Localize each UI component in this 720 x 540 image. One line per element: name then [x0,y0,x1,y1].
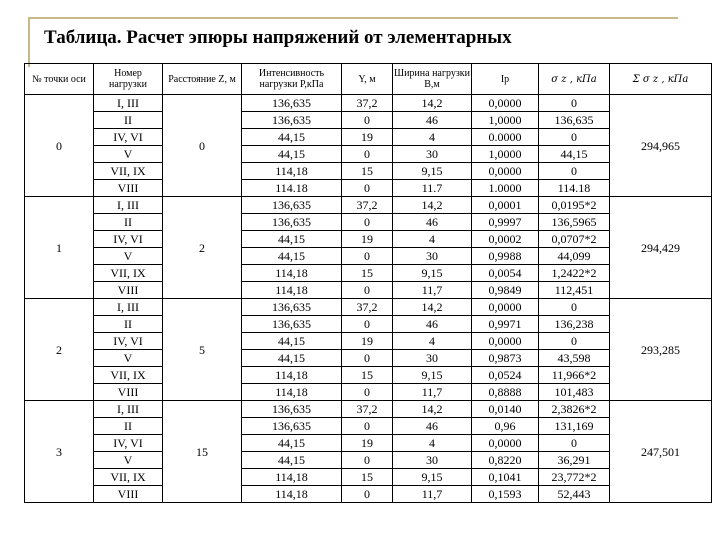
ip-cell: 0,9971 [472,316,539,333]
load-cell: VIII [94,384,163,401]
y-cell: 37,2 [342,197,393,214]
header-load-no: Номер нагрузки [94,64,163,95]
table-row [25,95,712,112]
table-row [25,146,712,163]
table-row [25,384,712,401]
load-cell: VII, IX [94,469,163,486]
intensity-cell: 136,635 [242,418,342,435]
sum-cell: 294,965 [610,95,712,197]
load-cell: VII, IX [94,367,163,384]
load-cell: VIII [94,180,163,197]
ip-cell: 1,0000 [472,146,539,163]
ip-cell: 0,9988 [472,248,539,265]
distance-cell: 5 [163,299,242,401]
sigma-cell: 44,099 [539,248,610,265]
table-row [25,469,712,486]
sigma-cell: 101,483 [539,384,610,401]
intensity-cell: 136,635 [242,112,342,129]
header-sum: Σ σ z , кПа [610,64,712,95]
table-row [25,112,712,129]
width-cell: 9,15 [393,469,472,486]
y-cell: 0 [342,146,393,163]
ip-cell: 0,0524 [472,367,539,384]
y-cell: 0 [342,282,393,299]
intensity-cell: 114,18 [242,282,342,299]
intensity-cell: 44,15 [242,435,342,452]
ip-cell: 0,0001 [472,197,539,214]
sigma-cell: 0 [539,299,610,316]
header-ip: Ip [472,64,539,95]
load-cell: II [94,418,163,435]
y-cell: 19 [342,231,393,248]
sigma-cell: 2,3826*2 [539,401,610,418]
sigma-cell: 114.18 [539,180,610,197]
header-sigma: σ z , кПа [539,64,610,95]
table-row [25,299,712,316]
table-row [25,129,712,146]
intensity-cell: 114.18 [242,180,342,197]
ip-cell: 0,8220 [472,452,539,469]
distance-cell: 0 [163,95,242,197]
load-cell: I, III [94,401,163,418]
intensity-cell: 136,635 [242,95,342,112]
y-cell: 0 [342,214,393,231]
intensity-cell: 114,18 [242,384,342,401]
intensity-cell: 136,635 [242,316,342,333]
width-cell: 46 [393,418,472,435]
header-intensity: Интенсивность нагрузки P,кПа [242,64,342,95]
distance-cell: 2 [163,197,242,299]
load-cell: IV, VI [94,333,163,350]
y-cell: 37,2 [342,95,393,112]
load-cell: I, III [94,95,163,112]
table-row [25,265,712,282]
header-width: Ширина нагрузки B,м [393,64,472,95]
y-cell: 15 [342,163,393,180]
sigma-cell: 136,238 [539,316,610,333]
ip-cell: 0,1041 [472,469,539,486]
point-cell: 3 [25,401,94,503]
header-row [25,64,712,95]
width-cell: 30 [393,146,472,163]
load-cell: VIII [94,486,163,503]
point-cell: 2 [25,299,94,401]
table-row [25,316,712,333]
width-cell: 30 [393,350,472,367]
sigma-cell: 1,2422*2 [539,265,610,282]
sigma-cell: 0 [539,435,610,452]
ip-cell: 0,9849 [472,282,539,299]
width-cell: 14,2 [393,95,472,112]
ip-cell: 0,1593 [472,486,539,503]
ip-cell: 0,9873 [472,350,539,367]
y-cell: 15 [342,265,393,282]
table-row [25,367,712,384]
width-cell: 4 [393,333,472,350]
distance-cell: 15 [163,401,242,503]
stress-table [24,63,712,503]
load-cell: IV, VI [94,129,163,146]
ip-cell: 0,0002 [472,231,539,248]
ip-cell: 0,9997 [472,214,539,231]
table-row [25,163,712,180]
load-cell: V [94,350,163,367]
sigma-cell: 131,169 [539,418,610,435]
table-row [25,401,712,418]
load-cell: V [94,146,163,163]
width-cell: 11,7 [393,384,472,401]
y-cell: 0 [342,316,393,333]
width-cell: 4 [393,129,472,146]
intensity-cell: 44,15 [242,350,342,367]
width-cell: 46 [393,112,472,129]
load-cell: VIII [94,282,163,299]
intensity-cell: 136,635 [242,197,342,214]
table-row [25,418,712,435]
ip-cell: 0,0000 [472,435,539,452]
table-row [25,333,712,350]
width-cell: 4 [393,435,472,452]
y-cell: 0 [342,350,393,367]
slide-frame-top [28,17,678,19]
table-row [25,231,712,248]
sigma-cell: 52,443 [539,486,610,503]
intensity-cell: 44,15 [242,333,342,350]
slide-frame-left [28,17,30,67]
y-cell: 0 [342,112,393,129]
table-row [25,350,712,367]
width-cell: 9,15 [393,265,472,282]
width-cell: 11.7 [393,180,472,197]
sigma-cell: 136,5965 [539,214,610,231]
table-row [25,486,712,503]
ip-cell: 0,0000 [472,163,539,180]
y-cell: 0 [342,180,393,197]
width-cell: 14,2 [393,197,472,214]
point-cell: 0 [25,95,94,197]
sum-cell: 294,429 [610,197,712,299]
load-cell: IV, VI [94,435,163,452]
load-cell: II [94,214,163,231]
y-cell: 19 [342,129,393,146]
sigma-cell: 0,0707*2 [539,231,610,248]
header-y: Y, м [342,64,393,95]
width-cell: 11,7 [393,282,472,299]
intensity-cell: 44,15 [242,146,342,163]
sigma-cell: 112,451 [539,282,610,299]
width-cell: 9,15 [393,163,472,180]
sum-cell: 293,285 [610,299,712,401]
ip-cell: 1,0000 [472,112,539,129]
sigma-cell: 11,966*2 [539,367,610,384]
y-cell: 0 [342,486,393,503]
sigma-cell: 136,635 [539,112,610,129]
width-cell: 30 [393,248,472,265]
load-cell: V [94,452,163,469]
width-cell: 14,2 [393,299,472,316]
intensity-cell: 136,635 [242,401,342,418]
load-cell: VII, IX [94,265,163,282]
header-distance: Расстояние Z, м [163,64,242,95]
y-cell: 0 [342,418,393,435]
ip-cell: 0,0054 [472,265,539,282]
width-cell: 14,2 [393,401,472,418]
load-cell: II [94,316,163,333]
sigma-cell: 0 [539,333,610,350]
intensity-cell: 114,18 [242,265,342,282]
table-row [25,452,712,469]
sigma-cell: 44,15 [539,146,610,163]
table-row [25,248,712,265]
sigma-cell: 23,772*2 [539,469,610,486]
y-cell: 15 [342,367,393,384]
sigma-cell: 0 [539,163,610,180]
slide-title: Таблица. Расчет эпюры напряжений от элементарных [44,27,512,48]
y-cell: 37,2 [342,299,393,316]
load-cell: IV, VI [94,231,163,248]
ip-cell: 0,0000 [472,95,539,112]
intensity-cell: 114,18 [242,469,342,486]
ip-cell: 0,0000 [472,299,539,316]
ip-cell: 0,8888 [472,384,539,401]
ip-cell: 1.0000 [472,180,539,197]
load-cell: VII, IX [94,163,163,180]
width-cell: 46 [393,214,472,231]
point-cell: 1 [25,197,94,299]
width-cell: 9,15 [393,367,472,384]
intensity-cell: 44,15 [242,452,342,469]
intensity-cell: 44,15 [242,231,342,248]
intensity-cell: 114,18 [242,163,342,180]
sum-cell: 247,501 [610,401,712,503]
sigma-cell: 36,291 [539,452,610,469]
table-row [25,435,712,452]
y-cell: 19 [342,435,393,452]
ip-cell: 0,0000 [472,333,539,350]
table-row [25,282,712,299]
table-row [25,214,712,231]
load-cell: I, III [94,197,163,214]
sigma-cell: 0 [539,129,610,146]
width-cell: 46 [393,316,472,333]
load-cell: I, III [94,299,163,316]
header-point: № точки оси [25,64,94,95]
intensity-cell: 114,18 [242,367,342,384]
width-cell: 30 [393,452,472,469]
sigma-cell: 0 [539,95,610,112]
y-cell: 15 [342,469,393,486]
load-cell: II [94,112,163,129]
width-cell: 4 [393,231,472,248]
sigma-cell: 43,598 [539,350,610,367]
intensity-cell: 44,15 [242,248,342,265]
table-row [25,180,712,197]
ip-cell: 0,0140 [472,401,539,418]
y-cell: 0 [342,384,393,401]
ip-cell: 0.0000 [472,129,539,146]
load-cell: V [94,248,163,265]
intensity-cell: 114,18 [242,486,342,503]
intensity-cell: 136,635 [242,299,342,316]
table-row [25,197,712,214]
intensity-cell: 44,15 [242,129,342,146]
intensity-cell: 136,635 [242,214,342,231]
sigma-cell: 0,0195*2 [539,197,610,214]
y-cell: 19 [342,333,393,350]
y-cell: 0 [342,248,393,265]
y-cell: 37,2 [342,401,393,418]
ip-cell: 0,96 [472,418,539,435]
width-cell: 11,7 [393,486,472,503]
y-cell: 0 [342,452,393,469]
